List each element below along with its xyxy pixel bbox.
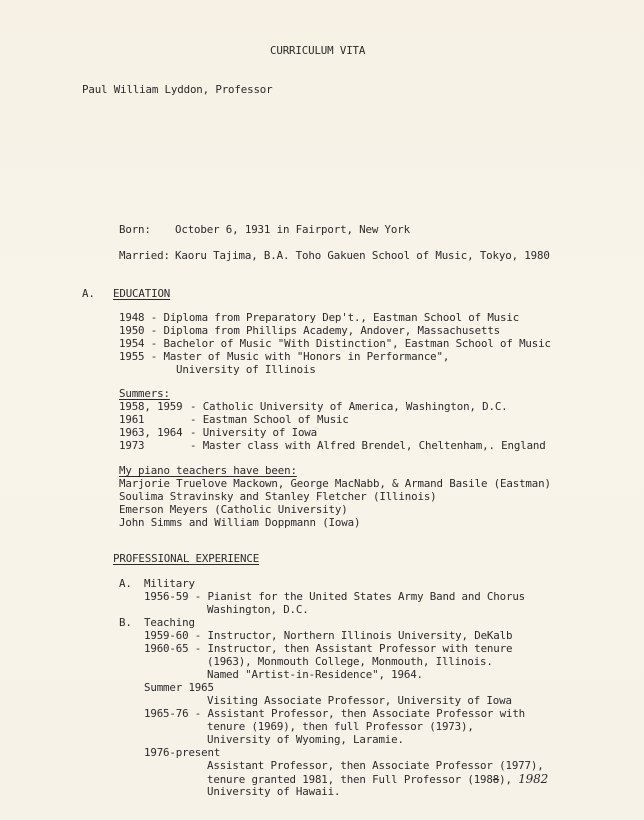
teaching-desc-cont: tenure granted 1981, then Full Professor (1988), 1982 [207,772,549,786]
summers-heading: Summers: [119,387,170,400]
teaching-years: 1976-present [144,746,221,759]
teaching-letter: B. [119,616,132,629]
education-row-4-cont: University of Illinois [176,363,316,376]
born-label: Born: [119,223,151,236]
teaching-heading: Teaching [144,616,195,629]
summers-year: 1958, 1959 [119,400,183,413]
summers-desc: - Eastman School of Music [190,413,349,426]
military-desc: Pianist for the United States Army Band and Chorus [207,590,526,603]
struck-digit: 8 [492,773,500,786]
education-row-1: 1948 - Diploma from Preparatory Dep't., Eastman School of Music [119,311,520,324]
military-heading: Military [144,577,195,590]
married-label: Married: [119,249,170,262]
education-row-2: 1950 - Diploma from Phillips Academy, Andover, Massachusetts [119,324,501,337]
teacher-line: John Simms and William Doppmann (Iowa) [119,516,361,529]
teaching-years: 1960-65 [144,642,189,655]
document-title: CURRICULUM VITA [270,44,366,57]
handwritten-correction: 1982 [518,772,549,786]
teaching-years: Summer 1965 [144,681,214,694]
teaching-desc-cont: University of Wyoming, Laramie. [207,733,404,746]
military-row: 1956-59 - Pianist for the United States Army Band and Chorus [144,590,526,603]
teacher-line: Soulima Stravinsky and Stanley Fletcher (Illinois) [119,490,437,503]
education-desc: Bachelor of Music "With Distinction", Eastman School of Music [163,337,551,350]
teaching-row: 1960-65 - Instructor, then Assistant Professor with tenure [144,642,513,655]
education-row-3: 1954 - Bachelor of Music "With Distinction", Eastman School of Music [119,337,551,350]
summers-desc: - Catholic University of America, Washington, D.C. [190,400,508,413]
teaching-desc-cont: (1963), Monmouth College, Monmouth, Illinois. [207,655,493,668]
summers-desc: - University of Iowa [190,426,318,439]
teaching-desc: Assistant Professor, then Associate Professor with [207,707,526,720]
professional-heading: PROFESSIONAL EXPERIENCE [113,552,260,565]
education-row-4: 1955 - Master of Music with "Honors in Performance", [119,350,450,363]
teaching-desc-cont: tenure (1969), then full Professor (1973), [207,720,474,733]
military-years: 1956-59 [144,590,189,603]
summers-year: 1963, 1964 [119,426,183,439]
name-line: Paul William Lyddon, Professor [82,83,273,96]
section-a-letter: A. [82,287,95,300]
education-year: 1950 [119,324,145,337]
teaching-years: 1959-60 [144,629,189,642]
education-year: 1954 [119,337,145,350]
education-desc: Diploma from Preparatory Dep't., Eastman School of Music [163,311,520,324]
teaching-desc: Visiting Associate Professor, University of Iowa [207,694,512,707]
summers-year: 1973 [119,439,145,452]
summers-desc: - Master class with Alfred Brendel, Cheltenham,. England [190,439,546,452]
married-value: Kaoru Tajima, B.A. Toho Gakuen School of Music, Tokyo, 1980 [175,249,550,262]
summers-year: 1961 [119,413,145,426]
teaching-desc: Instructor, Northern Illinois University, DeKalb [207,629,513,642]
military-desc-cont: Washington, D.C. [207,603,309,616]
teaching-desc: Instructor, then Assistant Professor with tenure [207,642,513,655]
education-desc: Master of Music with "Honors in Performance", [163,350,450,363]
education-year: 1955 [119,350,145,363]
teaching-desc-cont: Named "Artist-in-Residence", 1964. [207,668,423,681]
teaching-desc: Assistant Professor, then Associate Professor (1977), [207,759,544,772]
teaching-row: 1965-76 - Assistant Professor, then Associate Professor with [144,707,526,720]
teachers-heading: My piano teachers have been: [119,464,297,477]
education-desc: Diploma from Phillips Academy, Andover, Massachusetts [163,324,501,337]
education-year: 1948 [119,311,145,324]
military-letter: A. [119,577,132,590]
education-heading: EDUCATION [113,287,171,300]
teacher-line: Emerson Meyers (Catholic University) [119,503,348,516]
teaching-desc-cont: University of Hawaii. [207,785,341,798]
teaching-years: 1965-76 [144,707,189,720]
teaching-row: 1959-60 - Instructor, Northern Illinois University, DeKalb [144,629,513,642]
born-value: October 6, 1931 in Fairport, New York [175,223,410,236]
teacher-line: Marjorie Truelove Mackown, George MacNabb, & Armand Basile (Eastman) [119,477,551,490]
